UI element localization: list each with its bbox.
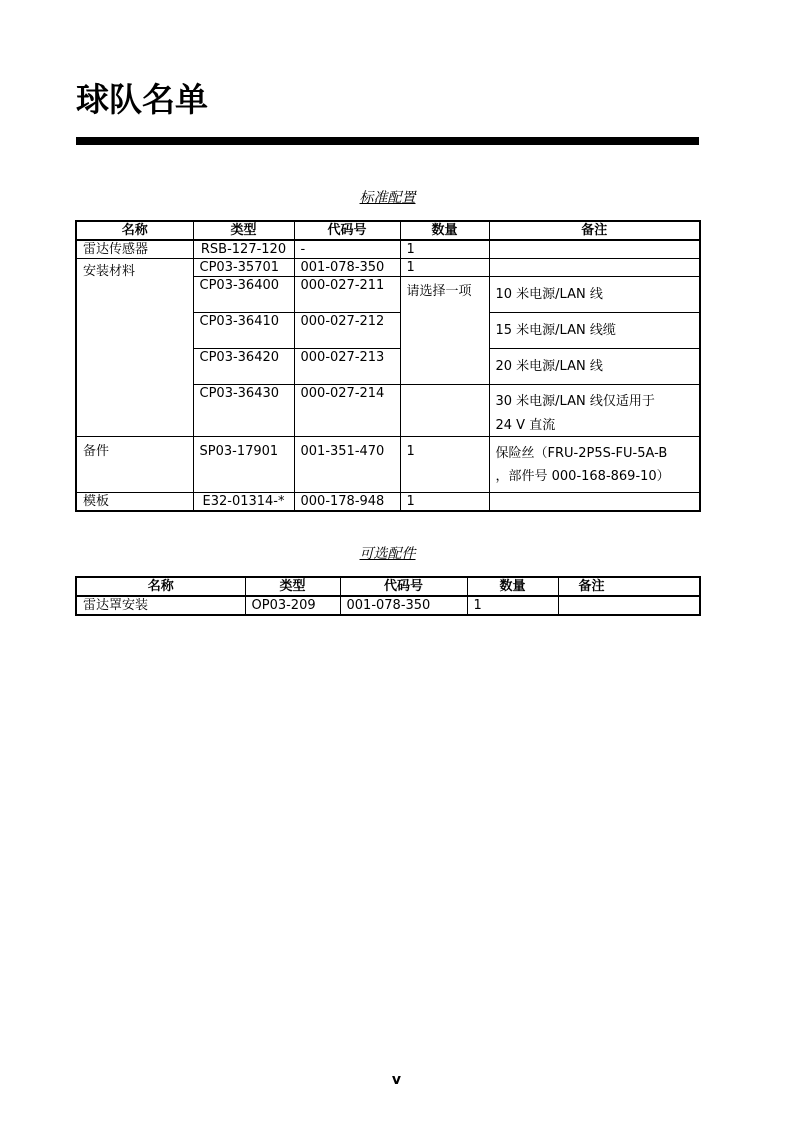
cell-remark	[489, 437, 700, 493]
table-row	[76, 240, 700, 259]
cell-remark: 15 米电源/LAN 线缆	[489, 313, 700, 349]
standard-config-table	[75, 220, 701, 512]
cell-code: 000-027-212	[294, 313, 400, 349]
header-type: 类型	[245, 577, 340, 596]
standard-config-caption: 标准配置	[359, 190, 416, 206]
header-code: 代码号	[340, 577, 467, 596]
remark-line: 24 V 直流	[495, 418, 556, 433]
cell-remark: 20 米电源/LAN 线	[489, 349, 700, 385]
table-header-row	[76, 221, 700, 240]
title-divider	[76, 137, 699, 145]
remark-line: 保险丝（FRU-2P5S-FU-5A-B	[495, 446, 668, 461]
cell-type: OP03-209	[245, 596, 340, 615]
table-row	[76, 437, 700, 493]
choose-one-cell: 请选择一项	[400, 277, 489, 385]
cell-type: CP03-36420	[193, 349, 294, 385]
header-name: 名称	[76, 577, 245, 596]
cell-remark	[489, 493, 700, 512]
cell-qty: 1	[400, 493, 489, 512]
header-qty: 数量	[467, 577, 558, 596]
cell-name: 雷达罩安装	[76, 596, 245, 615]
cell-code: 001-351-470	[294, 437, 400, 493]
cell-code: 000-027-214	[294, 385, 400, 437]
cell-remark	[489, 385, 700, 437]
page-number: v	[391, 1072, 402, 1088]
cell-remark	[489, 240, 700, 259]
cell-qty	[400, 385, 489, 437]
cell-code: 001-078-350	[294, 259, 400, 277]
header-remark: 备注	[558, 577, 700, 596]
table-header-row	[76, 577, 700, 596]
cell-type: E32-01314-*	[193, 493, 294, 512]
cell-remark: 10 米电源/LAN 线	[489, 277, 700, 313]
cell-code: 000-027-211	[294, 277, 400, 313]
cell-type: CP03-36400	[193, 277, 294, 313]
table-row	[76, 596, 700, 615]
cell-type: CP03-35701	[193, 259, 294, 277]
header-type: 类型	[193, 221, 294, 240]
cell-type: RSB-127-120	[193, 240, 294, 259]
cell-qty: 1	[467, 596, 558, 615]
cell-code: 000-027-213	[294, 349, 400, 385]
cell-qty: 1	[400, 259, 489, 277]
cell-name: 备件	[76, 437, 193, 493]
cell-remark	[558, 596, 700, 615]
page-title: 球队名单	[76, 80, 208, 119]
cell-type: CP03-36410	[193, 313, 294, 349]
cell-type: CP03-36430	[193, 385, 294, 437]
header-remark: 备注	[489, 221, 700, 240]
cell-name: 模板	[76, 493, 193, 512]
cell-code: 000-178-948	[294, 493, 400, 512]
cell-qty: 1	[400, 240, 489, 259]
remark-line: 30 米电源/LAN 线仅适用于	[495, 394, 655, 409]
cell-name: 安装材料	[76, 259, 193, 437]
header-name: 名称	[76, 221, 193, 240]
cell-remark	[489, 259, 700, 277]
header-qty: 数量	[400, 221, 489, 240]
optional-accessories-caption: 可选配件	[359, 546, 416, 562]
optional-accessories-table	[75, 576, 701, 616]
cell-code: -	[294, 240, 400, 259]
header-code: 代码号	[294, 221, 400, 240]
cell-code: 001-078-350	[340, 596, 467, 615]
table-row	[76, 259, 700, 277]
cell-type: SP03-17901	[193, 437, 294, 493]
table-row	[76, 493, 700, 512]
cell-name: 雷达传感器	[76, 240, 193, 259]
remark-line: ，部件号 000-168-869-10）	[495, 469, 670, 484]
cell-qty: 1	[400, 437, 489, 493]
